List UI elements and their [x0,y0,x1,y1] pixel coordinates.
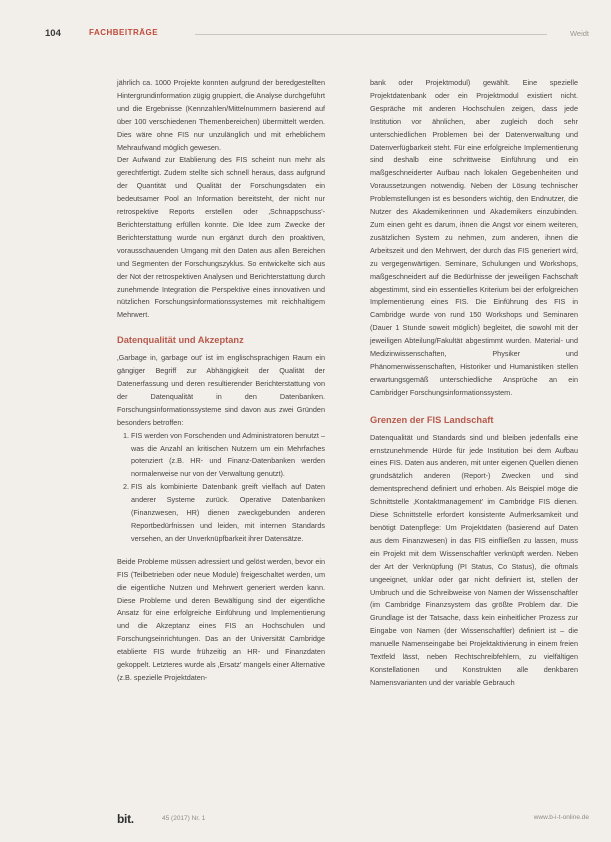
section-label: FACHBEITRÄGE [89,28,159,37]
author-name: Weidt [569,29,589,38]
left-paragraph-2: Der Aufwand zur Etablierung des FIS scheint nun mehr als gerechtfertigt. Zudem stellte sich schnell heraus, dass aufgrund der Quantität und Qualität der Forschungsdaten ein bedeutsamer Pool an Information bereitsteht, der nicht nur retrospektive Reports erstellen oder ‚Schnappschuss'-Berichterstattung erfüllen konnte. Die Idee zum Zwecke der Berichterstattung wurde nun ergänzt durch den proaktiven, vorausschauenden Umgang mit den Daten aus allen Bereichen und Segmenten der Forschungszyklus. So entwickelte sich aus der Not der retrospektiven Analysen und Berichterstattung durch zunehmende Integration die Perspektive eines innovativen und nützlichen Forschungsinformationssystemes mit reichhaltigem Mehrwert. [117,155,325,320]
bit-logo: bit. [117,812,134,826]
footer-url: www.b-i-t-online.de [533,814,589,821]
page-header [45,28,589,44]
numbered-list [117,430,325,546]
right-paragraph-1: bank oder Projektmodul) gewählt. Eine spezielle Projektdatenbank oder ein Projektmodul existiert nicht. Gespräche mit anderen Hochschulen zeigen, dass jede Institution vor ähnlichen, aber zugleich doch sehr unterschiedlichen Problemen bei der Datenverwaltung und Datenverfügbarkeit steht. Für eine erfolgreiche Implementierung sind deshalb eine schrittweise Einführung und ein maßgeschneiderter Aufbau nach lokalen Gegebenheiten und Voraussetzungen notwendig. Neben der Lösung technischer Problemstellungen ist es besonders wichtig, den Endnutzer, die Nutzer des Akademikerinnen und Akademikers einzubinden. Zum einen geht es darum, ihnen die Angst vor einem weiteren, zusätzlichen System zu nehmen, zum anderen, ihnen die Arbeitszeit und den Mehrwert, der durch das FIS generiert wird, zu vergegenwärtigen. Seminare, Schulungen und Workshops, maßgeschneidert auf die Bedürfnisse der jeweiligen Fachschaft abgestimmt, sind ein essentielles Kriterium bei der erfolgreichen Implementierung eines FIS. Die Einführung des FIS in Cambridge wurde von rund 150 Workshops und Seminaren (Dauer 1 Stunde soweit möglich) begleitet, die sowohl mit der jeweiligen Abteilung/Fakultät abgestimmt wurden. Material- und Medizinwissenschaften, Physiker und Phänomenwissenschaften, Historiker und Humanistiken stellen erwartungsgemäß unterschiedliche Ansprüche an ein Cambridger Forschungsinformationssystem. [370,78,578,397]
issue-info: 45 (2017) Nr. 1 [162,815,206,822]
page-footer [117,812,589,826]
list-item: 2. FIS als kombinierte Datenbank greift vielfach auf Daten anderer Systeme zurück. Operative Datenbanken (Finanzwesen, HR) dienen zweckgebunden anderen Reportbedürfnissen und leiden, mit internen Standards versehen, an der Unverknüpfbarkeit ihrer Datensätze. [131,481,325,546]
left-column [117,77,325,685]
right-paragraph-2: Datenqualität und Standards sind und bleiben jedenfalls eine ernstzunehmende Hürde für jede Institution bei dem Aufbau eines FIS. Daten aus anderen, mit unter eigenen Quellen dienen grundsätzlich anderen (Report-) Zwecken und sind dementsprechend definiert und erhoben. Als Beispiel möge die Schnittstelle ‚Kontaktmanagement' im Cambridge FIS dienen. Diese Schnittstelle erfordert konsistente Aufmerksamkeit und benötigt Datenpflege: Um Projektdaten (basierend auf Daten aus dem Finanzwesen) in das FIS einfließen zu lassen, muss ein Projekt mit dem Wissenschaftler verknüpft werden. Neben der Art der Verknüpfung (PI Status, Co Status), die oftmals ungeeignet, unklar oder gar nicht definiert ist, stellen der Umbruch und die Schreibweise von Namen der Wissenschaftler (im Cambridge Finanzsystem das größte Problem dar. Die Grundlage ist der Tatsache, dass kein einheitlicher Prozess zur Eingabe von Namen (der Wissenschaftler) definiert ist – die manuelle Namenseingabe bei Projektaktivierung in einem freien Textfeld lässt, neben Rechtschreibfehlern, zu vielfältigen Konstellationen und Konstrukten alle denkbaren Namensvarianten und der variable Gebrauch [370,432,578,687]
section-heading-grenzen: Grenzen der FIS Landschaft [370,414,494,425]
left-paragraph-1: jährlich ca. 1000 Projekte konnten aufgrund der beredgestellten Hintergrundinformation zügig gruppiert, die Analyse durchgeführt und die Ergebnisse (Kennzahlen/Mittelnummern basierend auf über 100 verschiedenen Themenbereichen) übermittelt werden. Dies wäre ohne FIS nur unzulänglich und mit erheblichem Mehraufwand möglich gewesen. [117,78,325,152]
page-number: 104 [45,28,61,39]
left-paragraph-4: Beide Probleme müssen adressiert und gelöst werden, bevor ein FIS (Teilbetrieben oder neue Module) freigeschaltet werden, um die eigentliche Nutzen und Mehrwert generiert werden kann. Diese Probleme und deren Bewältigung sind der eigentliche Ansatz für eine erfolgreiche Einführung und Implementierung und die Akzeptanz eines FIS an Hochschulen und Forschungseinrichtungen. Das an der Universität Cambridge etablierte FIS wurde frühzeitig an HR- und Finanzdaten gekoppelt. Letzteres wurde als ‚Ersatz' mangels einer Alternative (z.B. spezielle Projektdaten- [117,556,325,682]
right-column [370,77,578,690]
section-heading-datenqualitaet: Datenqualität und Akzeptanz [117,335,244,346]
left-paragraph-3: ‚Garbage in, garbage out' ist im englischsprachigen Raum ein gängiger Begriff zur Abhängigkeit der Qualität der Datenerfassung und deren resultierender Berichterstattung von der Datenqualität in den Datenbanken. Forschungsinformationssysteme sind davon aus zwei Gründen besonders betroffen: [117,353,325,427]
list-item: 1. FIS werden von Forschenden und Administratoren benutzt – was die Anzahl an kritischen Nutzern um ein Mehrfaches potenziert (z.B. HR- und Finanz-Datenbanken werden normalerweise nur von der Verwaltung genutzt). [131,430,325,482]
header-rule [195,34,547,35]
